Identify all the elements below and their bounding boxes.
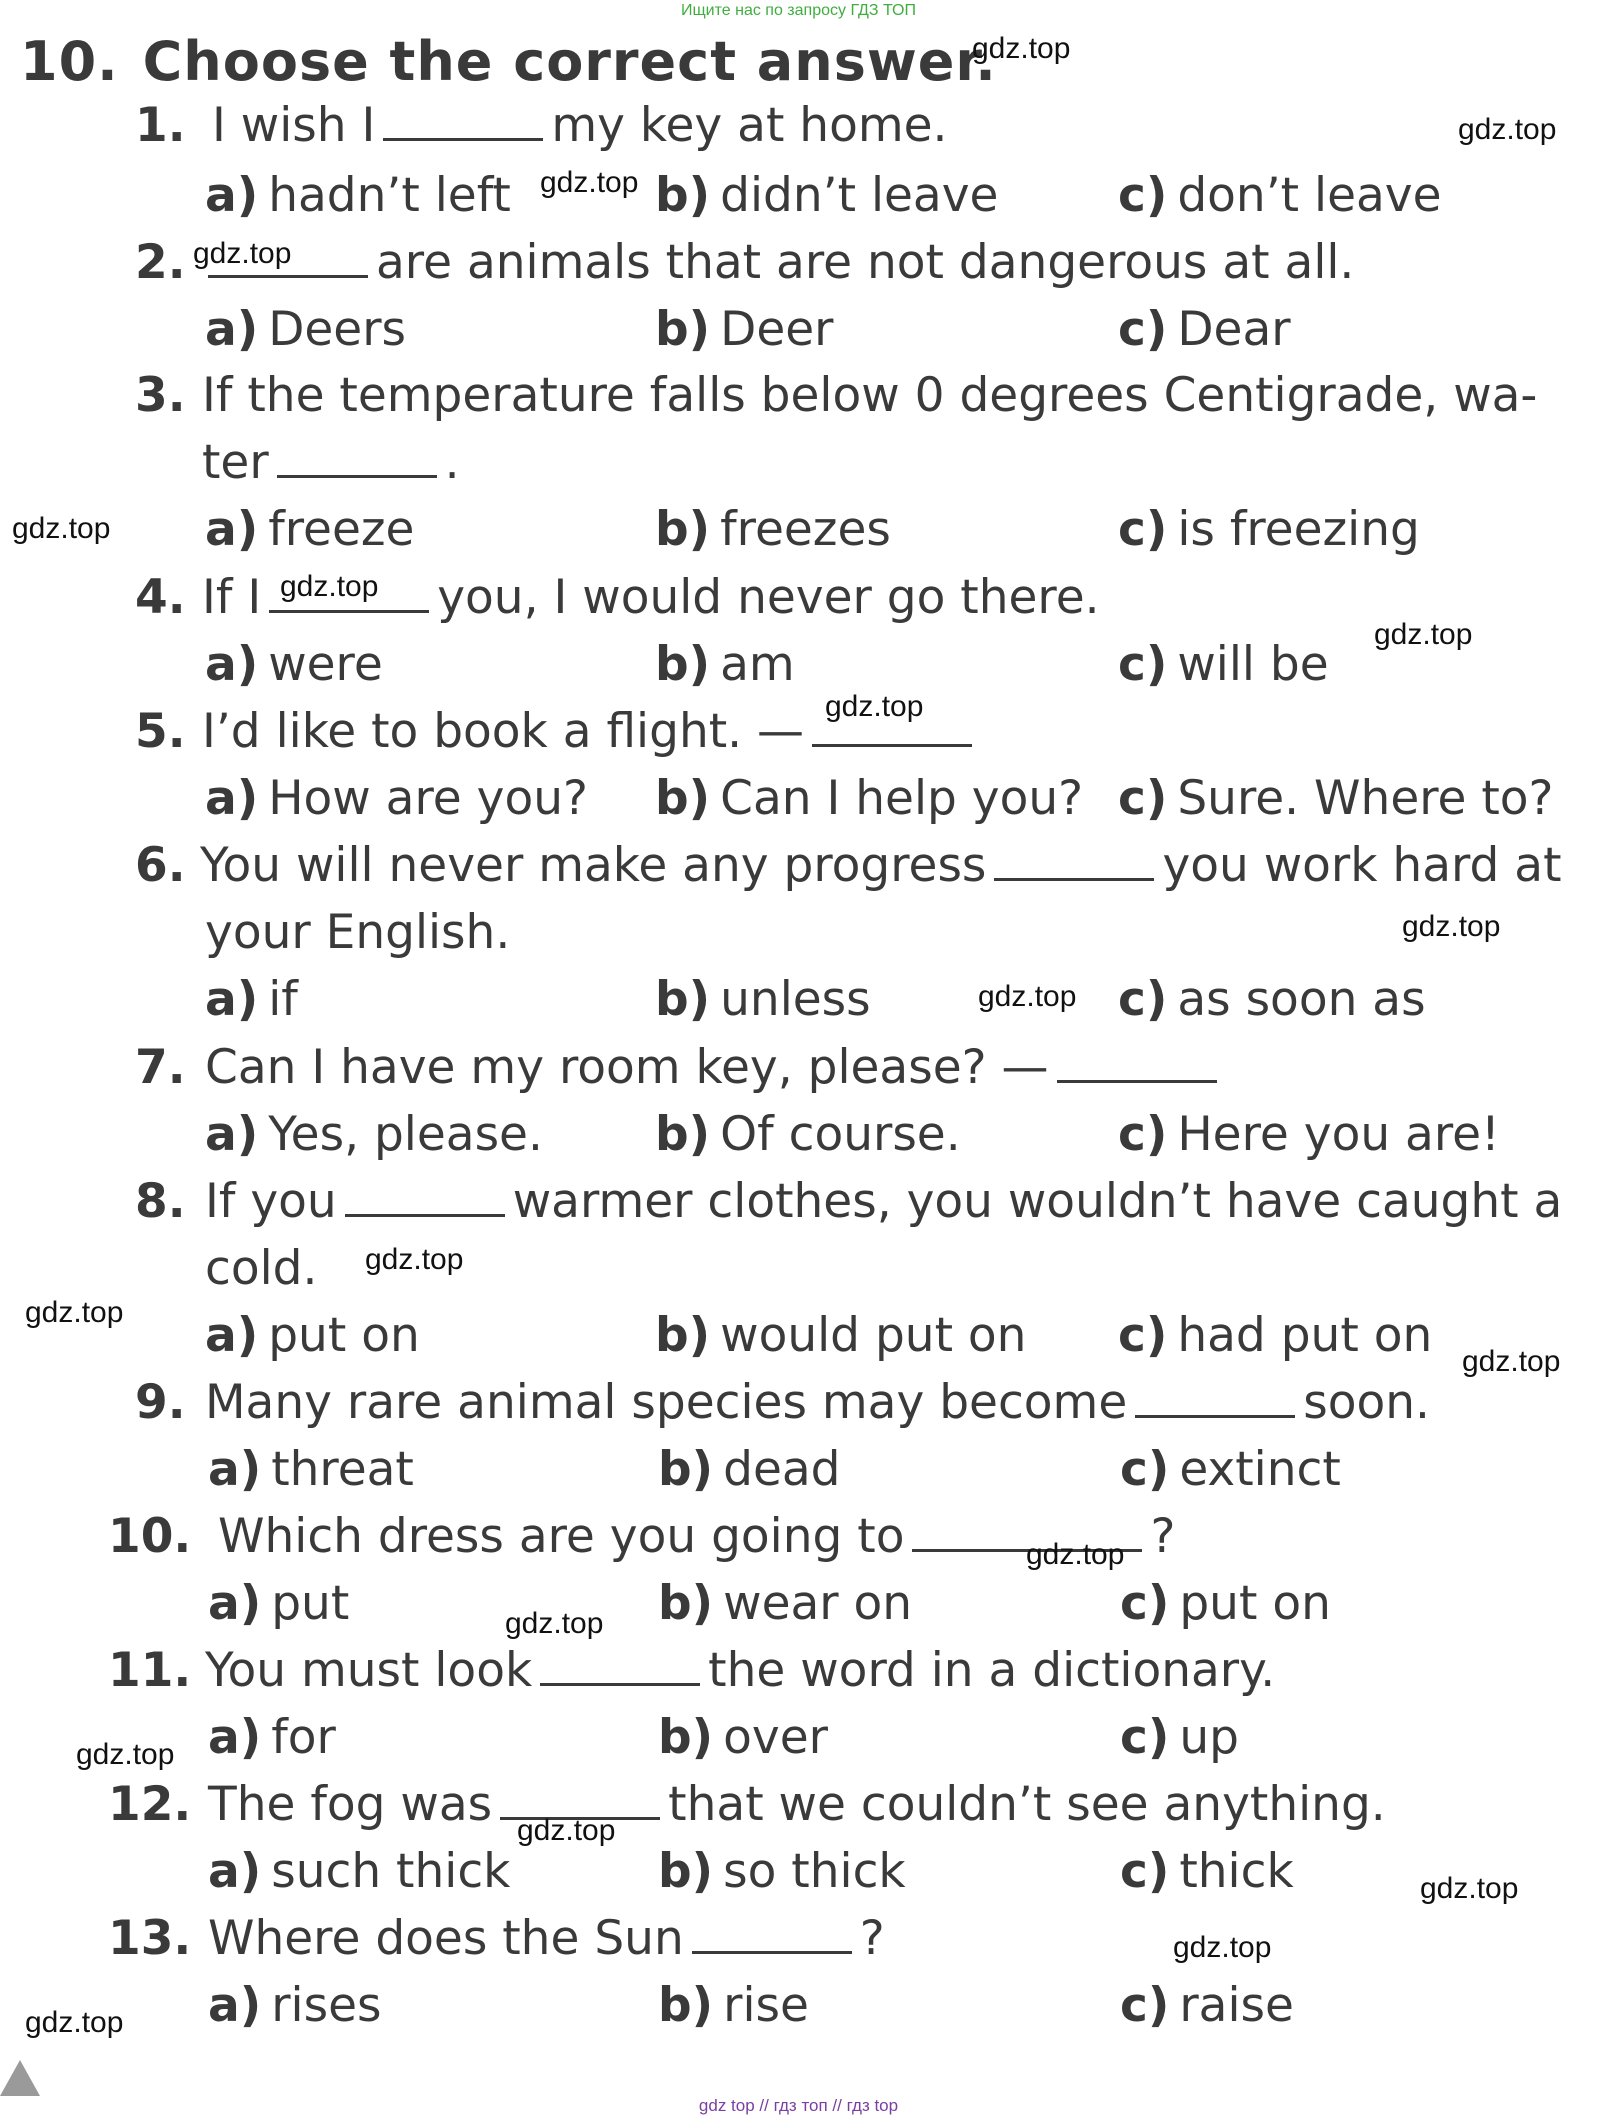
question-number: 11. xyxy=(108,1643,192,1698)
top-banner: Ищите нас по запросу ГДЗ ТОП xyxy=(681,2,916,19)
option-letter: b) xyxy=(655,168,711,223)
question-text-continuation: ter xyxy=(202,435,269,490)
question-text-after: you work hard at xyxy=(1162,838,1562,893)
option-a[interactable] xyxy=(205,502,414,557)
options-12 xyxy=(0,1844,1597,1910)
option-letter: a) xyxy=(208,1978,262,2033)
question-text-before: If you xyxy=(205,1174,337,1229)
question-text xyxy=(208,1777,1386,1832)
question-3 xyxy=(0,368,1597,434)
option-letter: c) xyxy=(1118,771,1168,826)
option-letter: b) xyxy=(658,1442,714,1497)
option-letter: b) xyxy=(655,1308,711,1363)
options-7 xyxy=(0,1107,1597,1173)
question-text xyxy=(202,435,460,490)
option-a[interactable] xyxy=(205,1107,543,1162)
option-b[interactable] xyxy=(655,1107,961,1162)
option-a[interactable] xyxy=(205,168,511,223)
option-text: had put on xyxy=(1177,1308,1433,1363)
option-text: Deers xyxy=(268,302,407,357)
option-b[interactable] xyxy=(655,771,1083,826)
option-letter: c) xyxy=(1120,1978,1170,2033)
option-text: freezes xyxy=(720,502,891,557)
option-text: thick xyxy=(1179,1844,1294,1899)
watermark: gdz.top xyxy=(540,166,639,199)
option-letter: a) xyxy=(205,502,259,557)
option-c[interactable] xyxy=(1120,1978,1294,2033)
question-text xyxy=(205,1174,1562,1229)
question-text-before: Many rare animal species may become xyxy=(205,1375,1128,1430)
question-number: 10. xyxy=(108,1509,192,1564)
question-number: 6. xyxy=(135,838,186,893)
option-letter: c) xyxy=(1118,168,1168,223)
option-c[interactable] xyxy=(1118,771,1554,826)
watermark: gdz.top xyxy=(25,2006,124,2039)
option-letter: c) xyxy=(1118,1308,1168,1363)
question-9 xyxy=(0,1375,1597,1441)
option-letter: a) xyxy=(208,1710,262,1765)
option-c[interactable] xyxy=(1118,1308,1432,1363)
option-text: unless xyxy=(720,972,871,1027)
option-b[interactable] xyxy=(658,1978,809,2033)
option-text: Of course. xyxy=(720,1107,961,1162)
question-text xyxy=(205,1040,1225,1095)
option-text: for xyxy=(271,1710,336,1765)
question-text-before: Which dress are you going to xyxy=(218,1509,905,1564)
question-text-before: You will never make any progress xyxy=(200,838,987,893)
question-6 xyxy=(0,838,1597,904)
option-text: extinct xyxy=(1179,1442,1341,1497)
question-number: 3. xyxy=(135,368,186,423)
option-a[interactable] xyxy=(208,1710,336,1765)
question-13 xyxy=(0,1911,1597,1977)
option-b[interactable] xyxy=(658,1576,912,1631)
question-text-before: Can I have my room key, please? — xyxy=(205,1040,1049,1095)
answer-blank xyxy=(692,1911,852,1954)
option-c[interactable] xyxy=(1118,1107,1500,1162)
option-letter: b) xyxy=(655,302,711,357)
option-c[interactable] xyxy=(1120,1576,1331,1631)
question-text-before: I wish I xyxy=(212,98,376,153)
question-10 xyxy=(0,1509,1597,1575)
option-text: if xyxy=(268,972,298,1027)
answer-blank xyxy=(1057,1040,1217,1083)
option-text: hadn’t left xyxy=(268,168,511,223)
watermark: gdz.top xyxy=(25,1296,124,1329)
question-text xyxy=(208,1911,885,1966)
question-text-after: soon. xyxy=(1303,1375,1430,1430)
watermark: gdz.top xyxy=(1374,618,1473,651)
watermark: gdz.top xyxy=(1402,910,1501,943)
question-text xyxy=(205,1643,1275,1698)
options-9 xyxy=(0,1442,1597,1508)
option-text: Dear xyxy=(1177,302,1291,357)
option-a[interactable] xyxy=(208,1844,510,1899)
option-text: rises xyxy=(271,1978,382,2033)
option-letter: b) xyxy=(658,1978,714,2033)
option-text: put on xyxy=(1179,1576,1331,1631)
question-text-before: Where does the Sun xyxy=(208,1911,684,1966)
option-letter: a) xyxy=(205,771,259,826)
option-b[interactable] xyxy=(658,1844,906,1899)
option-letter: b) xyxy=(655,502,711,557)
question-8 xyxy=(0,1174,1597,1240)
answer-blank xyxy=(994,838,1154,881)
option-c[interactable] xyxy=(1120,1710,1239,1765)
option-text: don’t leave xyxy=(1177,168,1442,223)
option-letter: a) xyxy=(205,168,259,223)
question-text-continuation: your English. xyxy=(205,905,511,960)
options-11 xyxy=(0,1710,1597,1776)
question-12 xyxy=(0,1777,1597,1843)
option-text: Here you are! xyxy=(1177,1107,1500,1162)
exercise-heading xyxy=(20,30,997,93)
question-7 xyxy=(0,1040,1597,1106)
option-letter: a) xyxy=(205,1107,259,1162)
watermark: gdz.top xyxy=(1026,1538,1125,1571)
option-a[interactable] xyxy=(208,1576,349,1631)
options-10 xyxy=(0,1576,1597,1642)
option-text: Deer xyxy=(720,302,834,357)
option-text: were xyxy=(268,637,383,692)
question-text xyxy=(200,235,1354,290)
option-text: didn’t leave xyxy=(720,168,999,223)
option-a[interactable] xyxy=(205,972,298,1027)
options-3 xyxy=(0,502,1597,568)
watermark: gdz.top xyxy=(978,980,1077,1013)
question-text-after: my key at home. xyxy=(551,98,948,153)
option-c[interactable] xyxy=(1120,1844,1294,1899)
option-letter: c) xyxy=(1120,1442,1170,1497)
watermark: gdz.top xyxy=(193,237,292,270)
option-b[interactable] xyxy=(655,972,871,1027)
option-text: rise xyxy=(723,1978,809,2033)
option-c[interactable] xyxy=(1120,1442,1341,1497)
question-text-after: ? xyxy=(1150,1509,1176,1564)
question-text-after: the word in a dictionary. xyxy=(708,1643,1276,1698)
option-text: Sure. Where to? xyxy=(1177,771,1554,826)
option-letter: c) xyxy=(1118,972,1168,1027)
watermark: gdz.top xyxy=(1173,1931,1272,1964)
option-text: up xyxy=(1179,1710,1239,1765)
option-b[interactable] xyxy=(655,1308,1026,1363)
options-8 xyxy=(0,1308,1597,1374)
option-text: dead xyxy=(723,1442,841,1497)
question-text-before: The fog was xyxy=(208,1777,493,1832)
exercise-number: 10. xyxy=(20,30,119,93)
question-8-continuation xyxy=(0,1241,1597,1307)
option-text: Can I help you? xyxy=(720,771,1084,826)
option-text: wear on xyxy=(723,1576,913,1631)
option-b[interactable] xyxy=(655,168,998,223)
option-text: put xyxy=(271,1576,350,1631)
option-letter: b) xyxy=(655,972,711,1027)
watermark: gdz.top xyxy=(280,570,379,603)
option-letter: c) xyxy=(1118,502,1168,557)
option-text: freeze xyxy=(268,502,415,557)
watermark: gdz.top xyxy=(365,1243,464,1276)
question-6-continuation xyxy=(0,905,1597,971)
question-number: 4. xyxy=(135,570,186,625)
question-number: 1. xyxy=(135,98,186,153)
option-text: as soon as xyxy=(1177,972,1426,1027)
options-1 xyxy=(0,168,1597,234)
option-a[interactable] xyxy=(205,1308,420,1363)
question-text-continuation: cold. xyxy=(205,1241,318,1296)
option-text: will be xyxy=(1177,637,1329,692)
question-number: 13. xyxy=(108,1911,192,1966)
option-letter: b) xyxy=(655,1107,711,1162)
answer-blank xyxy=(540,1643,700,1686)
option-letter: c) xyxy=(1120,1710,1170,1765)
option-a[interactable] xyxy=(205,302,406,357)
option-b[interactable] xyxy=(658,1710,828,1765)
option-letter: c) xyxy=(1120,1576,1170,1631)
option-letter: c) xyxy=(1118,1107,1168,1162)
question-text xyxy=(205,1375,1430,1430)
question-number: 8. xyxy=(135,1174,186,1229)
option-letter: a) xyxy=(208,1576,262,1631)
option-text: Yes, please. xyxy=(268,1107,543,1162)
option-letter: a) xyxy=(208,1844,262,1899)
question-3-continuation xyxy=(0,435,1597,501)
question-text-before: You must look xyxy=(205,1643,533,1698)
options-2 xyxy=(0,302,1597,368)
question-number: 9. xyxy=(135,1375,186,1430)
option-c[interactable] xyxy=(1118,168,1442,223)
option-b[interactable] xyxy=(655,502,891,557)
watermark: gdz.top xyxy=(505,1607,604,1640)
option-text: raise xyxy=(1179,1978,1294,2033)
option-letter: b) xyxy=(655,771,711,826)
option-text: is freezing xyxy=(1177,502,1420,557)
options-13 xyxy=(0,1978,1597,2044)
question-text-after: ? xyxy=(859,1911,885,1966)
answer-blank xyxy=(1135,1375,1295,1418)
watermark: gdz.top xyxy=(517,1814,616,1847)
option-text: would put on xyxy=(720,1308,1027,1363)
option-text: so thick xyxy=(723,1844,906,1899)
question-number: 7. xyxy=(135,1040,186,1095)
question-text-after: that we couldn’t see anything. xyxy=(668,1777,1386,1832)
watermark: gdz.top xyxy=(972,32,1071,65)
watermark: gdz.top xyxy=(1462,1345,1561,1378)
option-c[interactable] xyxy=(1118,502,1420,557)
option-c[interactable] xyxy=(1118,972,1426,1027)
option-c[interactable] xyxy=(1118,302,1291,357)
question-4 xyxy=(0,570,1597,636)
question-number: 2. xyxy=(135,235,186,290)
option-a[interactable] xyxy=(205,771,588,826)
exercise-title: Choose the correct answer. xyxy=(142,30,997,93)
answer-blank xyxy=(383,98,543,141)
question-number: 12. xyxy=(108,1777,192,1832)
option-b[interactable] xyxy=(655,302,833,357)
option-letter: a) xyxy=(208,1442,262,1497)
option-text: such thick xyxy=(271,1844,511,1899)
question-text-before: If I xyxy=(202,570,262,625)
watermark: gdz.top xyxy=(1420,1872,1519,1905)
options-6 xyxy=(0,972,1597,1038)
question-text-before: If the temperature falls below 0 degrees Centigrade, wa- xyxy=(202,368,1538,423)
answer-blank xyxy=(345,1174,505,1217)
option-letter: a) xyxy=(205,1308,259,1363)
option-letter: c) xyxy=(1118,637,1168,692)
question-5 xyxy=(0,704,1597,770)
question-text-before: I’d like to book a flight. — xyxy=(202,704,805,759)
option-text: am xyxy=(720,637,795,692)
option-a[interactable] xyxy=(208,1978,381,2033)
option-letter: a) xyxy=(205,637,259,692)
option-a[interactable] xyxy=(208,1442,414,1497)
option-letter: c) xyxy=(1118,302,1168,357)
watermark: gdz.top xyxy=(12,512,111,545)
option-a[interactable] xyxy=(205,637,383,692)
option-letter: b) xyxy=(655,637,711,692)
option-b[interactable] xyxy=(658,1442,841,1497)
footer-watermark: gdz top // гдз топ // гдз top xyxy=(698,2096,899,2115)
option-b[interactable] xyxy=(655,637,795,692)
option-letter: a) xyxy=(205,972,259,1027)
option-letter: b) xyxy=(658,1710,714,1765)
option-text: over xyxy=(723,1710,828,1765)
options-4 xyxy=(0,637,1597,703)
option-letter: a) xyxy=(205,302,259,357)
option-text: threat xyxy=(271,1442,414,1497)
watermark: gdz.top xyxy=(76,1738,175,1771)
watermark: gdz.top xyxy=(825,690,924,723)
watermark: gdz.top xyxy=(1458,113,1557,146)
option-letter: b) xyxy=(658,1844,714,1899)
option-c[interactable] xyxy=(1118,637,1329,692)
question-text-after: are animals that are not dangerous at all. xyxy=(376,235,1355,290)
option-letter: c) xyxy=(1120,1844,1170,1899)
option-text: How are you? xyxy=(268,771,588,826)
corner-triangle-icon xyxy=(0,2060,40,2096)
option-letter: b) xyxy=(658,1576,714,1631)
question-text xyxy=(212,98,948,153)
question-text-after: warmer clothes, you wouldn’t have caught a xyxy=(512,1174,1563,1229)
option-text: put on xyxy=(268,1308,420,1363)
question-text xyxy=(200,838,1562,893)
question-11 xyxy=(0,1643,1597,1709)
answer-blank xyxy=(277,435,437,478)
question-number: 5. xyxy=(135,704,186,759)
question-text-end: . xyxy=(444,435,460,490)
options-5 xyxy=(0,771,1597,837)
question-text-after: you, I would never go there. xyxy=(437,570,1100,625)
question-1 xyxy=(0,98,1597,164)
